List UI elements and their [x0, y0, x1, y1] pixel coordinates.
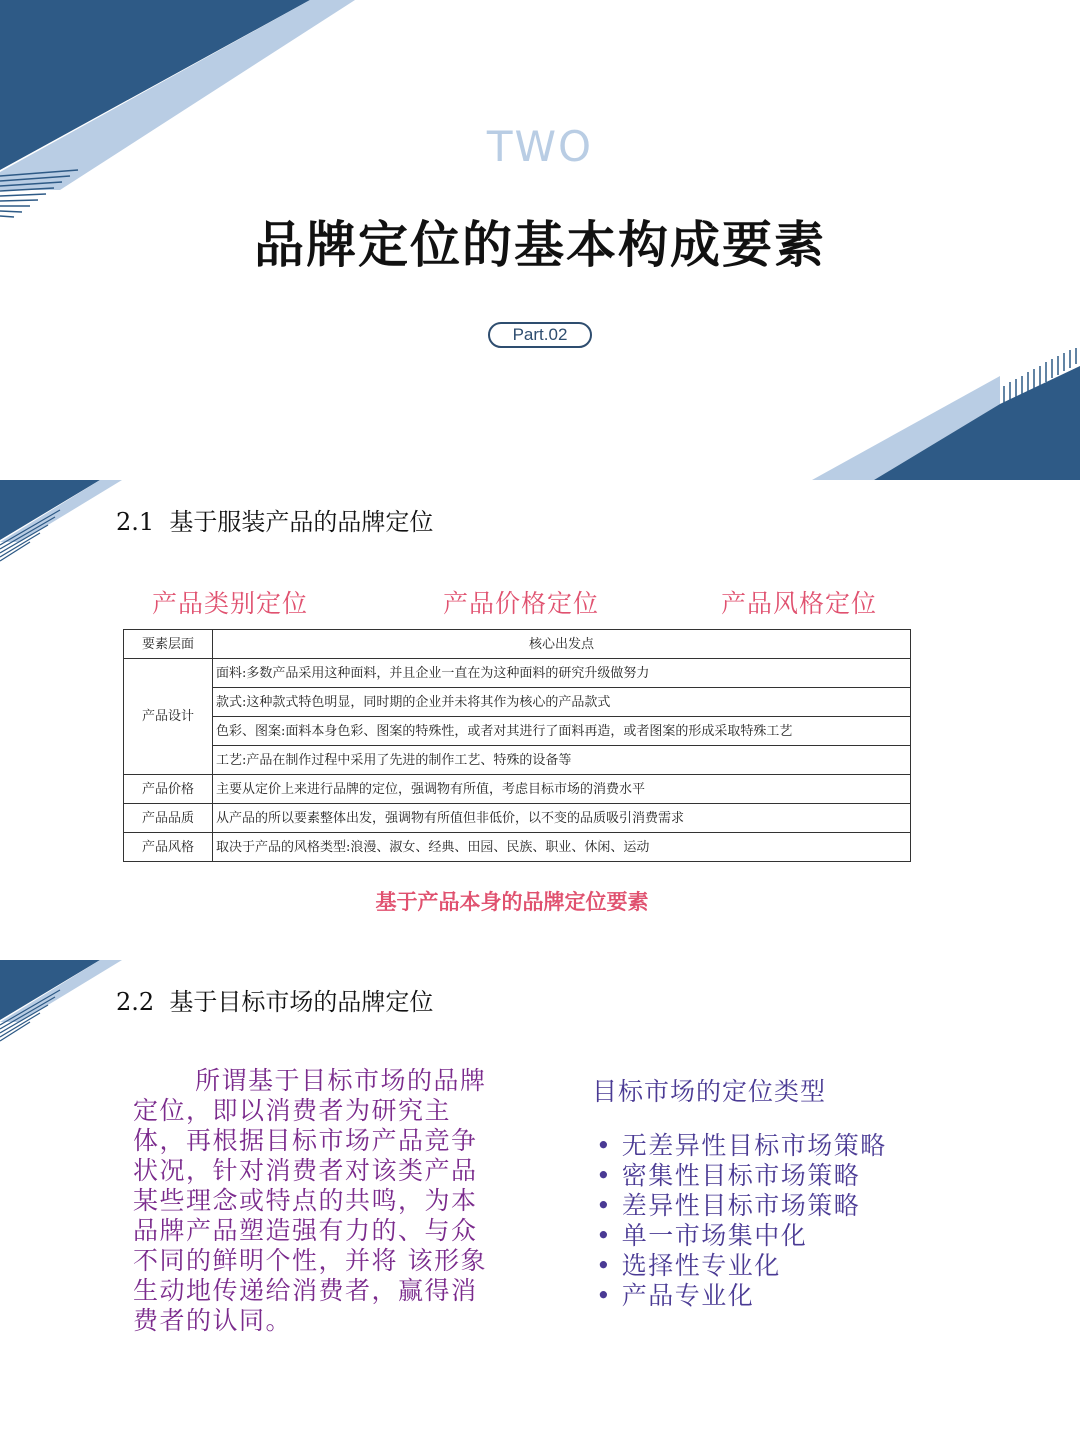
cover-dark-band-bottom-right — [874, 366, 1080, 480]
category-label-style: 产品风格定位 — [721, 589, 878, 618]
section-2-2-slide — [0, 960, 1080, 1440]
table-header-core: 核心出发点 — [213, 630, 911, 659]
table-cell-content: 款式:这种款式特色明显，同时期的企业并未将其作为核心的产品款式 — [213, 688, 911, 717]
definition-paragraph: 所谓基于目标市场的品牌定位，即以消费者为研究主体，再根据目标市场产品竞争状况，针对消费者对该类产品某些理念或特点的共鸣，为本品牌产品塑造强有力的、与众不同的鲜明个性，并将 该形象生动地传递给消费者，赢得消费者的认同。 — [133, 1066, 487, 1335]
table-cell-level: 产品价格 — [124, 775, 213, 804]
positioning-types-list — [596, 1131, 887, 1311]
table-row — [124, 688, 911, 717]
corner-dark-band — [0, 960, 100, 1020]
table-cell-content: 色彩、图案:面料本身色彩、图案的特殊性，或者对其进行了面料再造，或者图案的形成采取特殊工艺 — [213, 717, 911, 746]
section-number-word: TWO — [486, 122, 594, 171]
page-title: 品牌定位的基本构成要素 — [254, 216, 826, 274]
table-row — [124, 746, 911, 775]
list-item: • 密集性目标市场策略 — [596, 1161, 887, 1191]
positioning-elements-table — [123, 629, 911, 862]
list-item: • 产品专业化 — [596, 1281, 887, 1311]
part-badge: Part.02 — [488, 322, 592, 348]
table-caption: 基于产品本身的品牌定位要素 — [375, 890, 649, 914]
list-item: • 差异性目标市场策略 — [596, 1191, 887, 1221]
table-header-level: 要素层面 — [124, 630, 213, 659]
table-cell-content: 取决于产品的风格类型:浪漫、淑女、经典、田园、民族、职业、休闲、运动 — [213, 833, 911, 862]
table-cell-level: 产品品质 — [124, 804, 213, 833]
table-cell-content: 从产品的所以要素整体出发，强调物有所值但非低价，以不变的品质吸引消费需求 — [213, 804, 911, 833]
corner-dark-band — [0, 480, 100, 540]
table-cell-level: 产品风格 — [124, 833, 213, 862]
section-heading: 2.2 基于目标市场的品牌定位 — [116, 988, 434, 1016]
table-row — [124, 717, 911, 746]
table-row — [124, 775, 911, 804]
table-cell-content: 工艺:产品在制作过程中采用了先进的制作工艺、特殊的设备等 — [213, 746, 911, 775]
list-item: • 选择性专业化 — [596, 1251, 887, 1281]
category-label-type: 产品类别定位 — [152, 589, 309, 618]
list-item: • 单一市场集中化 — [596, 1221, 887, 1251]
category-label-price: 产品价格定位 — [443, 589, 600, 618]
section-2-1-slide — [0, 480, 1080, 960]
table-row — [124, 659, 911, 688]
table-cell-content: 主要从定价上来进行品牌的定位，强调物有所值，考虑目标市场的消费水平 — [213, 775, 911, 804]
table-cell-content: 面料:多数产品采用这种面料，并且企业一直在为这种面料的研究升级做努力 — [213, 659, 911, 688]
table-row — [124, 833, 911, 862]
table-header-row — [124, 630, 911, 659]
table-cell-level-design: 产品设计 — [124, 659, 213, 775]
list-item: • 无差异性目标市场策略 — [596, 1131, 887, 1161]
table-row — [124, 804, 911, 833]
positioning-types-title: 目标市场的定位类型 — [592, 1077, 827, 1106]
section-heading: 2.1 基于服装产品的品牌定位 — [116, 508, 434, 536]
cover-slide — [0, 0, 1080, 480]
